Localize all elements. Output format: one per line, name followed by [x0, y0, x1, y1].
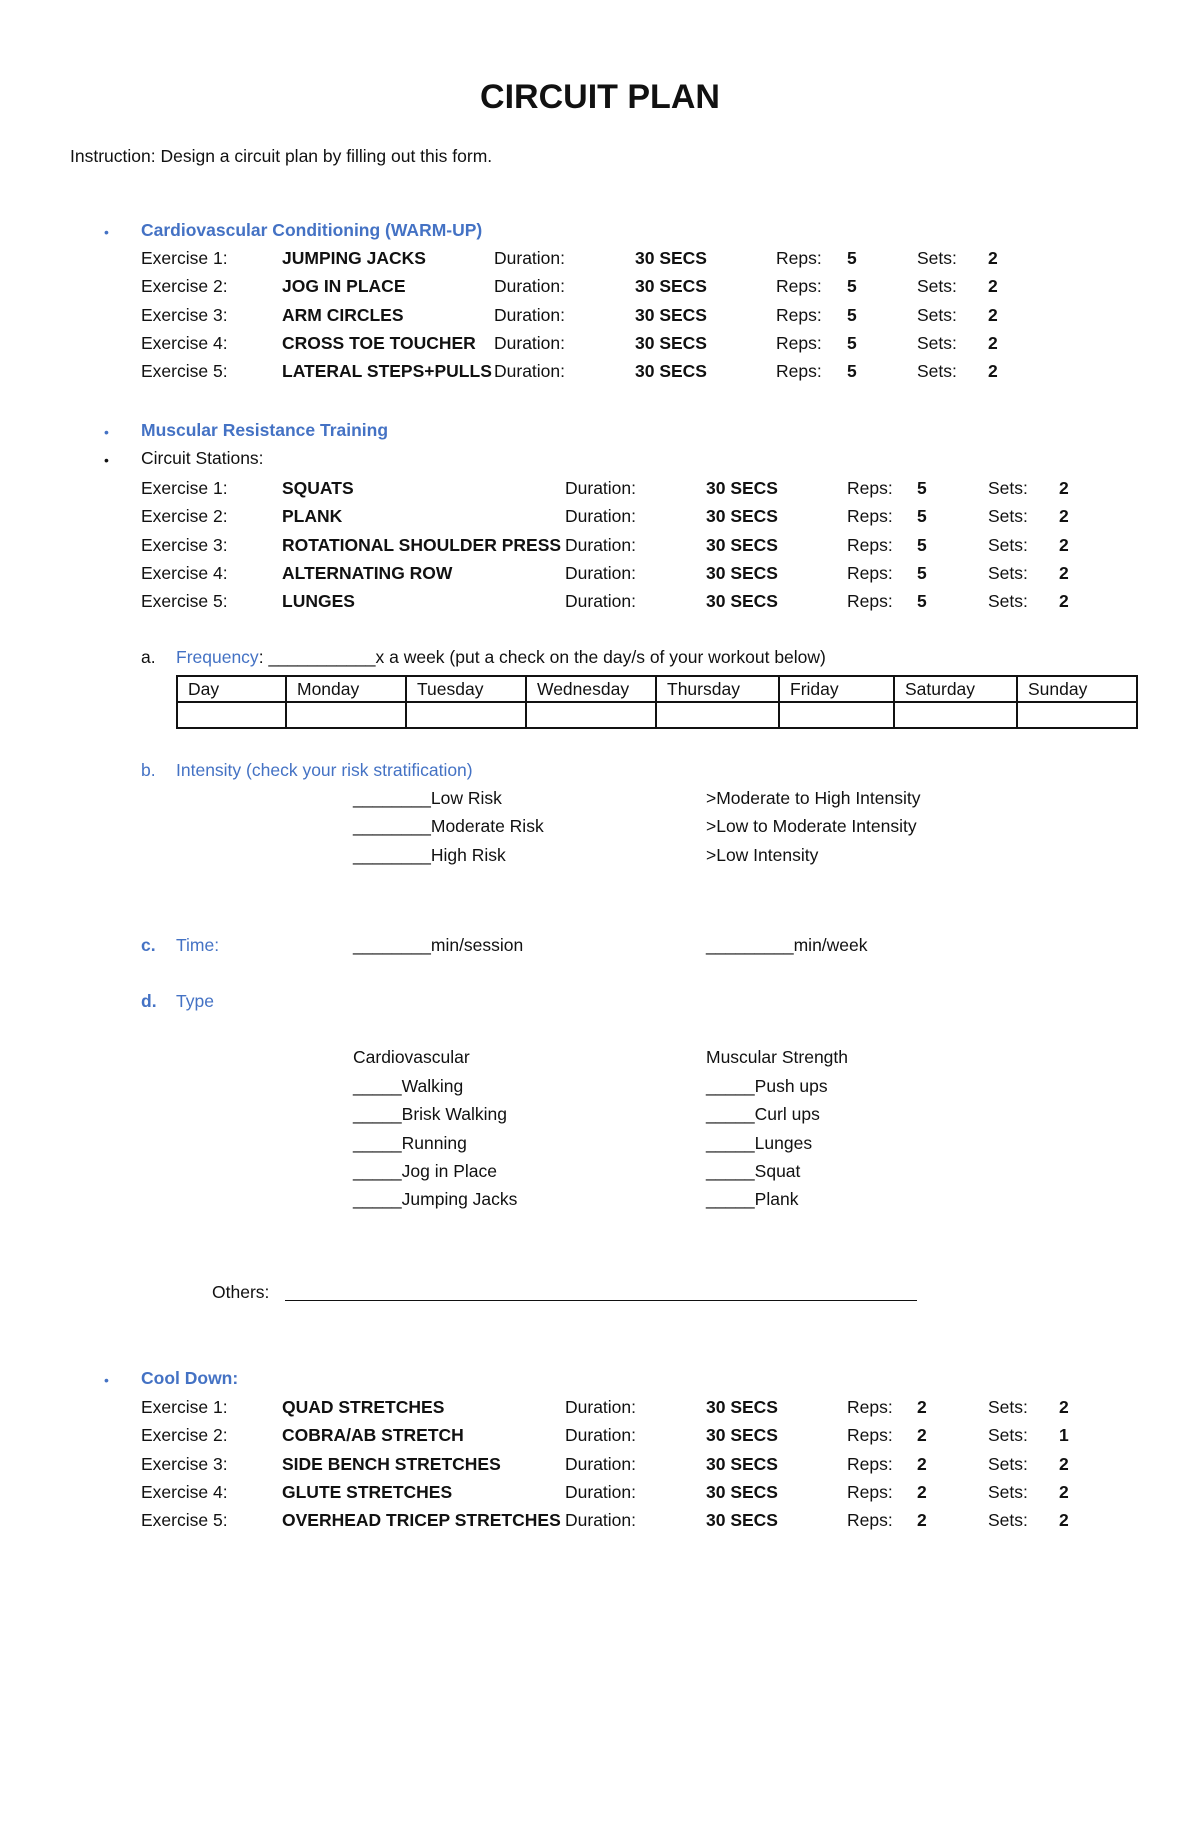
day-check-cell[interactable]: [406, 702, 526, 728]
sets-value: 2: [1059, 506, 1069, 527]
strength-option: [706, 1189, 798, 1210]
reps-label: Reps:: [847, 562, 893, 583]
day-header: Tuesday: [406, 676, 526, 702]
strength-option: [706, 1104, 820, 1125]
exercise-name: GLUTE STRETCHES: [282, 1481, 453, 1502]
reps-value: 2: [917, 1425, 927, 1446]
duration-value: 30 SECS: [706, 1453, 778, 1474]
day-check-cell[interactable]: [286, 702, 406, 728]
strength-option-blank[interactable]: _____: [706, 1160, 755, 1181]
sets-label: Sets:: [988, 534, 1028, 555]
sets-label: Sets:: [917, 304, 957, 325]
strength-option-label: Squat: [754, 1160, 801, 1181]
cardio-option-label: Running: [401, 1132, 467, 1153]
frequency-marker: a.: [141, 647, 156, 667]
duration-label: Duration:: [494, 248, 566, 268]
sets-label: Sets:: [988, 506, 1028, 527]
strength-option: [706, 1076, 828, 1097]
reps-label: Reps:: [847, 506, 893, 527]
duration-label: Duration:: [494, 332, 566, 353]
exercise-number: Exercise 3:: [141, 1453, 228, 1474]
frequency-blank[interactable]: ___________: [268, 647, 376, 667]
sets-label: Sets:: [988, 1397, 1028, 1417]
sets-value: 2: [988, 276, 998, 297]
frequency-check-row: [177, 702, 1137, 728]
exercise-number: Exercise 4:: [141, 1481, 228, 1502]
exercise-number: Exercise 5:: [141, 591, 228, 612]
cardio-option: [353, 1189, 517, 1210]
intensity-marker: b.: [141, 760, 156, 780]
sets-value: 2: [1059, 534, 1069, 555]
reps-value: 5: [917, 591, 927, 612]
reps-value: 5: [917, 478, 927, 498]
reps-value: 5: [847, 248, 857, 268]
duration-value: 30 SECS: [635, 248, 707, 268]
cardio-option-blank[interactable]: _____: [353, 1076, 402, 1096]
muscular-heading: Muscular Resistance Training: [141, 420, 389, 440]
exercise-row: [0, 1510, 1200, 1536]
strength-option-label: Lunges: [754, 1132, 813, 1153]
sets-value: 2: [1059, 562, 1069, 583]
reps-label: Reps:: [776, 361, 822, 382]
exercise-name: LATERAL STEPS+PULLS: [282, 361, 492, 382]
exercise-row: [0, 1454, 1200, 1480]
sets-value: 2: [1059, 1453, 1069, 1474]
reps-label: Reps:: [847, 1397, 893, 1417]
reps-label: Reps:: [847, 1453, 893, 1474]
reps-label: Reps:: [776, 248, 822, 268]
bullet-icon: •: [104, 1372, 109, 1388]
reps-value: 2: [917, 1510, 927, 1531]
reps-label: Reps:: [776, 304, 822, 325]
risk-label: High Risk: [430, 844, 506, 865]
sets-label: Sets:: [988, 1425, 1028, 1446]
time-session-blank[interactable]: ________: [353, 935, 431, 955]
exercise-number: Exercise 3:: [141, 534, 228, 555]
duration-value: 30 SECS: [706, 506, 778, 527]
exercise-row: [0, 305, 1200, 331]
exercise-name: JUMPING JACKS: [282, 248, 426, 268]
frequency-text: x a week (put a check on the day/s of your workout below): [375, 647, 826, 667]
duration-label: Duration:: [565, 478, 637, 498]
duration-label: Duration:: [494, 276, 566, 297]
reps-value: 5: [847, 361, 857, 382]
exercise-number: Exercise 2:: [141, 276, 228, 297]
strength-option-blank[interactable]: _____: [706, 1132, 755, 1153]
sets-value: 2: [988, 332, 998, 353]
strength-option-label: Plank: [754, 1189, 799, 1210]
exercise-name: CROSS TOE TOUCHER: [282, 332, 476, 353]
sets-value: 1: [1059, 1425, 1069, 1446]
reps-label: Reps:: [776, 276, 822, 297]
cardio-option: [353, 1133, 467, 1154]
sets-label: Sets:: [988, 1510, 1028, 1531]
exercise-row: [0, 361, 1200, 387]
reps-value: 5: [847, 276, 857, 297]
sets-value: 2: [988, 304, 998, 325]
time-week-field: [706, 935, 868, 956]
exercise-number: Exercise 2:: [141, 1425, 228, 1446]
frequency-header-row: [177, 676, 1137, 702]
sets-value: 2: [1059, 1481, 1069, 1502]
exercise-number: Exercise 1:: [141, 478, 228, 498]
exercise-name: ROTATIONAL SHOULDER PRESS: [282, 534, 562, 555]
reps-value: 5: [917, 562, 927, 583]
sets-label: Sets:: [917, 276, 957, 297]
sets-label: Sets:: [988, 591, 1028, 612]
exercise-name: SQUATS: [282, 478, 354, 498]
exercise-number: Exercise 1:: [141, 248, 228, 268]
bullet-icon: •: [104, 452, 109, 468]
sets-label: Sets:: [917, 332, 957, 353]
reps-label: Reps:: [847, 591, 893, 612]
day-header: Monday: [286, 676, 406, 702]
strength-option: [706, 1133, 812, 1154]
intensity-level: >Moderate to High Intensity: [706, 788, 921, 808]
exercise-name: COBRA/AB STRETCH: [282, 1425, 464, 1446]
day-check-cell[interactable]: [177, 702, 286, 728]
duration-label: Duration:: [494, 304, 566, 325]
bullet-icon: •: [104, 424, 109, 440]
day-header: Saturday: [894, 676, 1017, 702]
risk-label: Low Risk: [430, 788, 502, 808]
frequency-line: [176, 647, 826, 668]
sets-value: 2: [1059, 478, 1069, 498]
intensity-level: >Low Intensity: [706, 844, 819, 865]
time-week-unit: min/week: [793, 935, 868, 955]
duration-value: 30 SECS: [706, 478, 778, 498]
exercise-row: [0, 1482, 1200, 1508]
time-session-field: [353, 935, 523, 956]
exercise-name: PLANK: [282, 506, 343, 527]
frequency-label: Frequency: [176, 647, 259, 667]
exercise-number: Exercise 5:: [141, 361, 228, 382]
duration-label: Duration:: [565, 591, 637, 612]
exercise-row: [0, 1397, 1200, 1423]
day-header: Wednesday: [526, 676, 656, 702]
day-check-cell[interactable]: [1017, 702, 1137, 728]
cardio-option: [353, 1104, 507, 1125]
reps-value: 5: [847, 304, 857, 325]
day-check-cell[interactable]: [526, 702, 656, 728]
strength-option-label: Push ups: [754, 1076, 828, 1096]
cardio-option-label: Brisk Walking: [401, 1104, 508, 1125]
day-header: Day: [177, 676, 286, 702]
sets-value: 2: [988, 248, 998, 268]
reps-label: Reps:: [847, 1510, 893, 1531]
cardio-option-blank[interactable]: _____: [353, 1132, 402, 1153]
others-input-line[interactable]: [285, 1300, 917, 1301]
reps-value: 2: [917, 1453, 927, 1474]
frequency-colon: :: [258, 647, 264, 667]
strength-option-blank[interactable]: _____: [706, 1076, 755, 1096]
circuit-stations-label: Circuit Stations:: [141, 448, 264, 468]
reps-value: 2: [917, 1397, 927, 1417]
reps-value: 2: [917, 1481, 927, 1502]
day-check-cell[interactable]: [656, 702, 779, 728]
duration-label: Duration:: [565, 534, 637, 555]
exercise-row: [0, 563, 1200, 589]
day-header: Thursday: [656, 676, 779, 702]
reps-label: Reps:: [847, 478, 893, 498]
frequency-table: [176, 675, 1138, 729]
duration-label: Duration:: [565, 1453, 637, 1474]
exercise-row: [0, 333, 1200, 359]
risk-option: [353, 788, 502, 809]
risk-blank[interactable]: ________: [353, 844, 431, 865]
time-session-unit: min/session: [430, 935, 524, 955]
exercise-row: [0, 1425, 1200, 1451]
duration-value: 30 SECS: [706, 1397, 778, 1417]
duration-value: 30 SECS: [706, 534, 778, 555]
exercise-row: [0, 506, 1200, 532]
exercise-row: [0, 276, 1200, 302]
duration-label: Duration:: [565, 562, 637, 583]
duration-value: 30 SECS: [635, 304, 707, 325]
strength-option-blank[interactable]: _____: [706, 1189, 755, 1210]
cardio-option-label: Walking: [401, 1076, 464, 1096]
day-check-cell[interactable]: [894, 702, 1017, 728]
instruction-text: Instruction: Design a circuit plan by filling out this form.: [70, 146, 493, 166]
type-label: Type: [176, 991, 214, 1011]
others-label: Others:: [212, 1282, 270, 1302]
day-header: Friday: [779, 676, 894, 702]
bullet-icon: •: [104, 224, 109, 240]
exercise-name: SIDE BENCH STRETCHES: [282, 1453, 501, 1474]
time-label: Time:: [176, 935, 220, 955]
sets-label: Sets:: [988, 562, 1028, 583]
sets-value: 2: [988, 361, 998, 382]
type-marker: d.: [141, 991, 157, 1011]
page-title: CIRCUIT PLAN: [480, 78, 720, 116]
day-header: Sunday: [1017, 676, 1137, 702]
exercise-name: QUAD STRETCHES: [282, 1397, 445, 1417]
exercise-name: ARM CIRCLES: [282, 304, 404, 325]
reps-label: Reps:: [776, 332, 822, 353]
sets-label: Sets:: [988, 1453, 1028, 1474]
risk-blank[interactable]: ________: [353, 788, 431, 808]
exercise-number: Exercise 4:: [141, 332, 228, 353]
exercise-row: [0, 248, 1200, 274]
reps-value: 5: [917, 506, 927, 527]
duration-label: Duration:: [565, 1425, 637, 1446]
duration-value: 30 SECS: [635, 361, 707, 382]
duration-label: Duration:: [565, 1397, 637, 1417]
cardio-option-blank[interactable]: _____: [353, 1189, 402, 1210]
exercise-row: [0, 591, 1200, 617]
strength-heading: Muscular Strength: [706, 1047, 849, 1067]
exercise-number: Exercise 5:: [141, 1510, 228, 1531]
cardio-option-blank[interactable]: _____: [353, 1160, 402, 1181]
sets-label: Sets:: [917, 361, 957, 382]
cooldown-heading: Cool Down:: [141, 1368, 239, 1388]
sets-label: Sets:: [988, 478, 1028, 498]
duration-label: Duration:: [565, 1481, 637, 1502]
risk-option: [353, 816, 544, 837]
strength-option: [706, 1161, 800, 1182]
cardio-option: [353, 1161, 497, 1182]
cardio-option-blank[interactable]: _____: [353, 1104, 402, 1125]
intensity-label: Intensity (check your risk stratification): [176, 760, 473, 780]
risk-blank[interactable]: ________: [353, 816, 431, 837]
reps-value: 5: [847, 332, 857, 353]
reps-value: 5: [917, 534, 927, 555]
sets-label: Sets:: [988, 1481, 1028, 1502]
duration-value: 30 SECS: [635, 276, 707, 297]
exercise-row: [0, 478, 1200, 504]
duration-value: 30 SECS: [635, 332, 707, 353]
cardio-heading: Cardiovascular: [353, 1047, 470, 1067]
duration-value: 30 SECS: [706, 1481, 778, 1502]
duration-value: 30 SECS: [706, 1425, 778, 1446]
warmup-heading: Cardiovascular Conditioning (WARM-UP): [141, 220, 483, 240]
reps-label: Reps:: [847, 534, 893, 555]
risk-option: [353, 845, 506, 866]
exercise-row: [0, 535, 1200, 561]
exercise-name: LUNGES: [282, 591, 355, 612]
day-check-cell[interactable]: [779, 702, 894, 728]
sets-value: 2: [1059, 591, 1069, 612]
duration-value: 30 SECS: [706, 591, 778, 612]
time-week-blank[interactable]: _________: [706, 935, 794, 955]
cardio-option-label: Jumping Jacks: [401, 1189, 518, 1210]
duration-label: Duration:: [494, 361, 566, 382]
exercise-number: Exercise 3:: [141, 304, 228, 325]
risk-label: Moderate Risk: [430, 816, 544, 837]
cardio-option: [353, 1076, 463, 1097]
sets-value: 2: [1059, 1510, 1069, 1531]
exercise-name: OVERHEAD TRICEP STRETCHES: [282, 1510, 561, 1531]
reps-label: Reps:: [847, 1481, 893, 1502]
intensity-level: >Low to Moderate Intensity: [706, 816, 917, 837]
reps-label: Reps:: [847, 1425, 893, 1446]
exercise-name: JOG IN PLACE: [282, 276, 406, 297]
exercise-number: Exercise 4:: [141, 562, 228, 583]
sets-value: 2: [1059, 1397, 1069, 1417]
duration-value: 30 SECS: [706, 562, 778, 583]
exercise-name: ALTERNATING ROW: [282, 562, 453, 583]
cardio-option-label: Jog in Place: [401, 1160, 498, 1181]
duration-label: Duration:: [565, 506, 637, 527]
sets-label: Sets:: [917, 248, 957, 268]
duration-label: Duration:: [565, 1510, 637, 1531]
exercise-number: Exercise 1:: [141, 1397, 228, 1417]
strength-option-blank[interactable]: _____: [706, 1104, 755, 1125]
exercise-number: Exercise 2:: [141, 506, 228, 527]
duration-value: 30 SECS: [706, 1510, 778, 1531]
time-marker: c.: [141, 935, 156, 955]
strength-option-label: Curl ups: [754, 1104, 820, 1125]
